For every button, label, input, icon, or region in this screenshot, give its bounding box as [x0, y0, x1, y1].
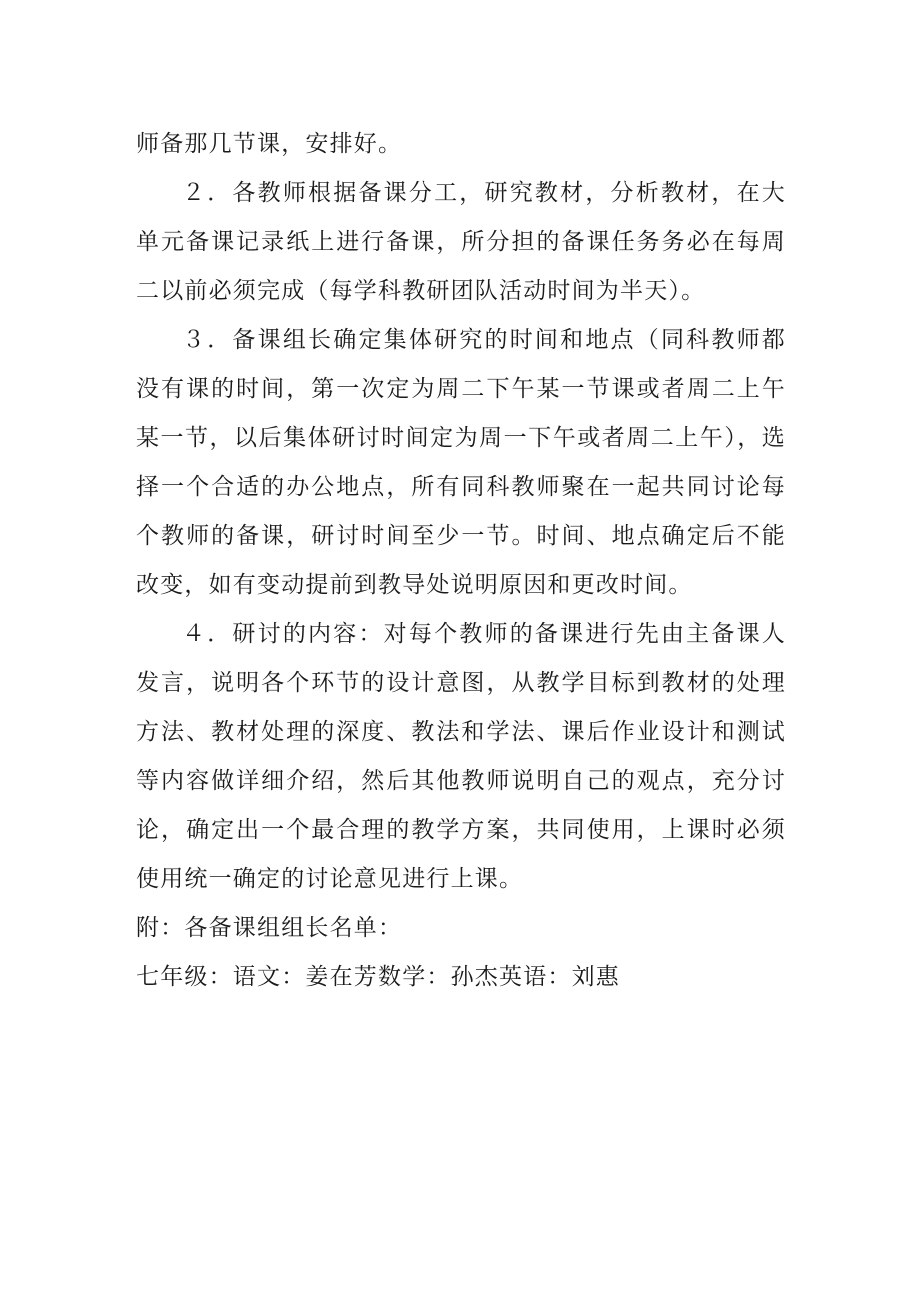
- paragraph-item-4: ４．研讨的内容：对每个教师的备课进行先由主备课人发言，说明各个环节的设计意图，从教学目标到教材的处理方法、教材处理的深度、教法和学法、课后作业设计和测试等内容做详细介绍，然后其他教师说明自己的观点，充分讨论，确定出一个最合理的教学方案，共同使用，上课时必须使用统一确定的讨论意见进行上课。: [136, 621, 786, 892]
- appendix-heading: 附：各备课组组长名单：: [136, 915, 403, 941]
- paragraph-continuation: 师备那几节课，安排好。: [136, 131, 403, 157]
- paragraph-item-2: ２．各教师根据备课分工，研究教材，分析教材，在大单元备课记录纸上进行备课，所分担的备课任务务必在每周二以前必须完成（每学科教研团队活动时间为半天）。: [136, 180, 786, 304]
- document-body: [136, 120, 786, 1002]
- grade-seven-leaders: 七年级：语文：姜在芳数学：孙杰英语：刘惠: [136, 964, 620, 990]
- paragraph-item-3: ３．备课组长确定集体研究的时间和地点（同科教师都没有课的时间，第一次定为周二下午某一节课或者周二上午某一节，以后集体研讨时间定为周一下午或者周二上午），选择一个合适的办公地点，所有同科教师聚在一起共同讨论每个教师的备课，研讨时间至少一节。时间、地点确定后不能改变，如有变动提前到教导处说明原因和更改时间。: [136, 327, 786, 598]
